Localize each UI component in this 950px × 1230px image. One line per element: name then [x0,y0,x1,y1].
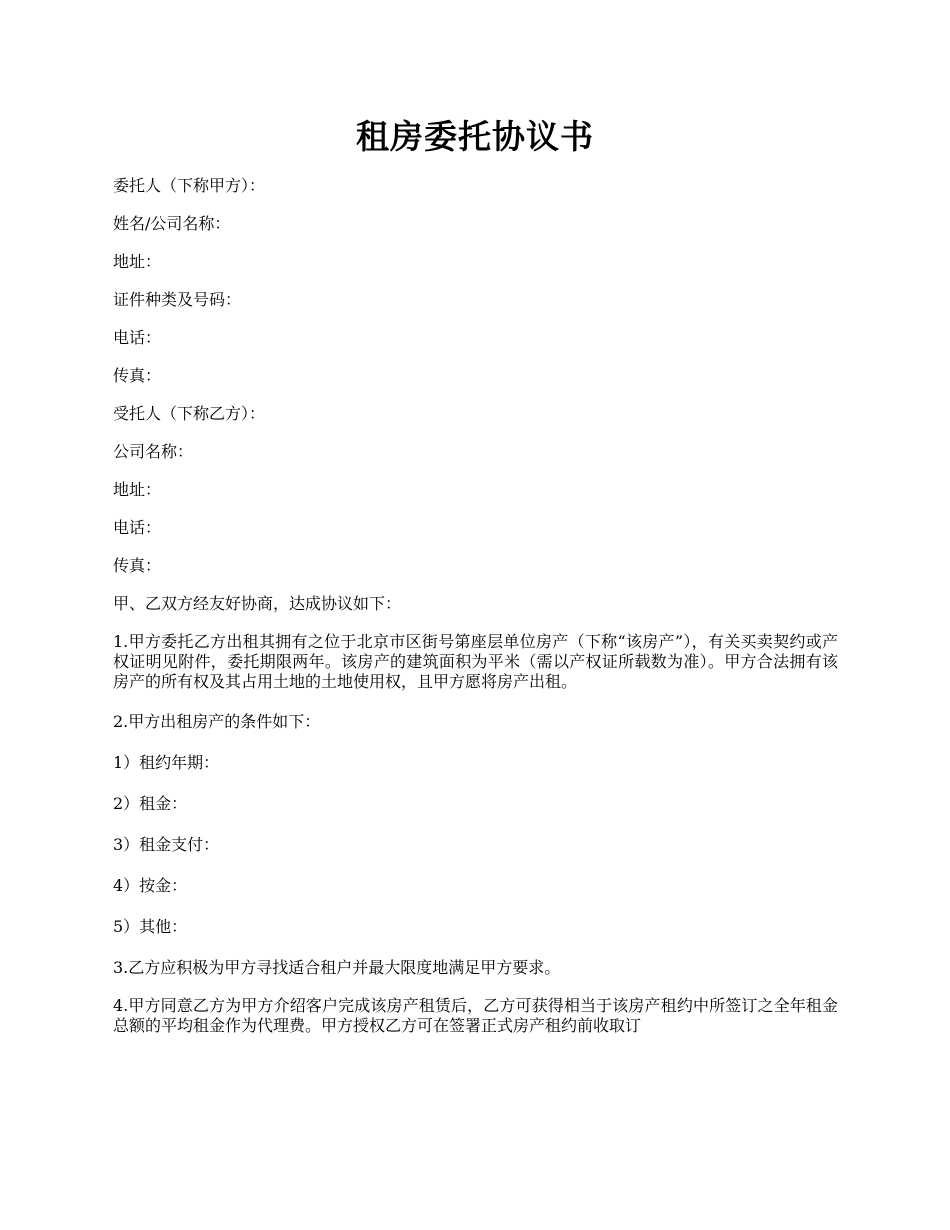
clause-3: 3.乙方应积极为甲方寻找适合租户并最大限度地满足甲方要求。 [113,958,561,977]
party-b-phone-field: 电话： [113,518,162,537]
party-b-fax-field: 传真： [113,556,162,575]
party-a-address-field: 地址： [113,252,162,271]
condition-item-rent-payment: 3）租金支付： [113,835,220,854]
condition-item-rent: 2）租金： [113,794,188,813]
party-a-heading: 委托人（下称甲方）： [113,176,266,195]
party-a-fax-field: 传真： [113,366,162,385]
clause-4: 4.甲方同意乙方为甲方介绍客户完成该房产租赁后，乙方可获得相当于该房产租约中所签订之全年租金总额的平均租金作为代理费。甲方授权乙方可在签署正式房产租约前收取订 [113,996,838,1035]
party-b-address-field: 地址： [113,480,162,499]
party-b-company-field: 公司名称： [113,442,194,461]
condition-item-lease-term: 1）租约年期： [113,753,220,772]
document-body [113,176,838,1056]
party-a-name-field: 姓名/公司名称： [113,214,231,233]
clause-2-section [113,712,838,937]
party-a-id-field: 证件种类及号码： [113,290,242,309]
condition-item-deposit: 4）按金： [113,876,188,895]
party-b-heading: 受托人（下称乙方）： [113,404,266,423]
condition-item-other: 5）其他： [113,917,188,936]
document-title: 租房委托协议书 [356,117,594,156]
clause-2: 2.甲方出租房产的条件如下： [113,712,321,731]
agreement-intro: 甲、乙双方经友好协商，达成协议如下： [113,594,402,613]
clause-1: 1.甲方委托乙方出租其拥有之位于北京市区街号第座层单位房产（下称“该房产”），有关买卖契约或产权证明见附件，委托期限两年。该房产的建筑面积为平米（需以产权证所载数为准）。甲方合法拥有该房产的所有权及其占用土地的土地使用权，且甲方愿将房产出租。 [113,632,838,691]
party-a-phone-field: 电话： [113,328,162,347]
